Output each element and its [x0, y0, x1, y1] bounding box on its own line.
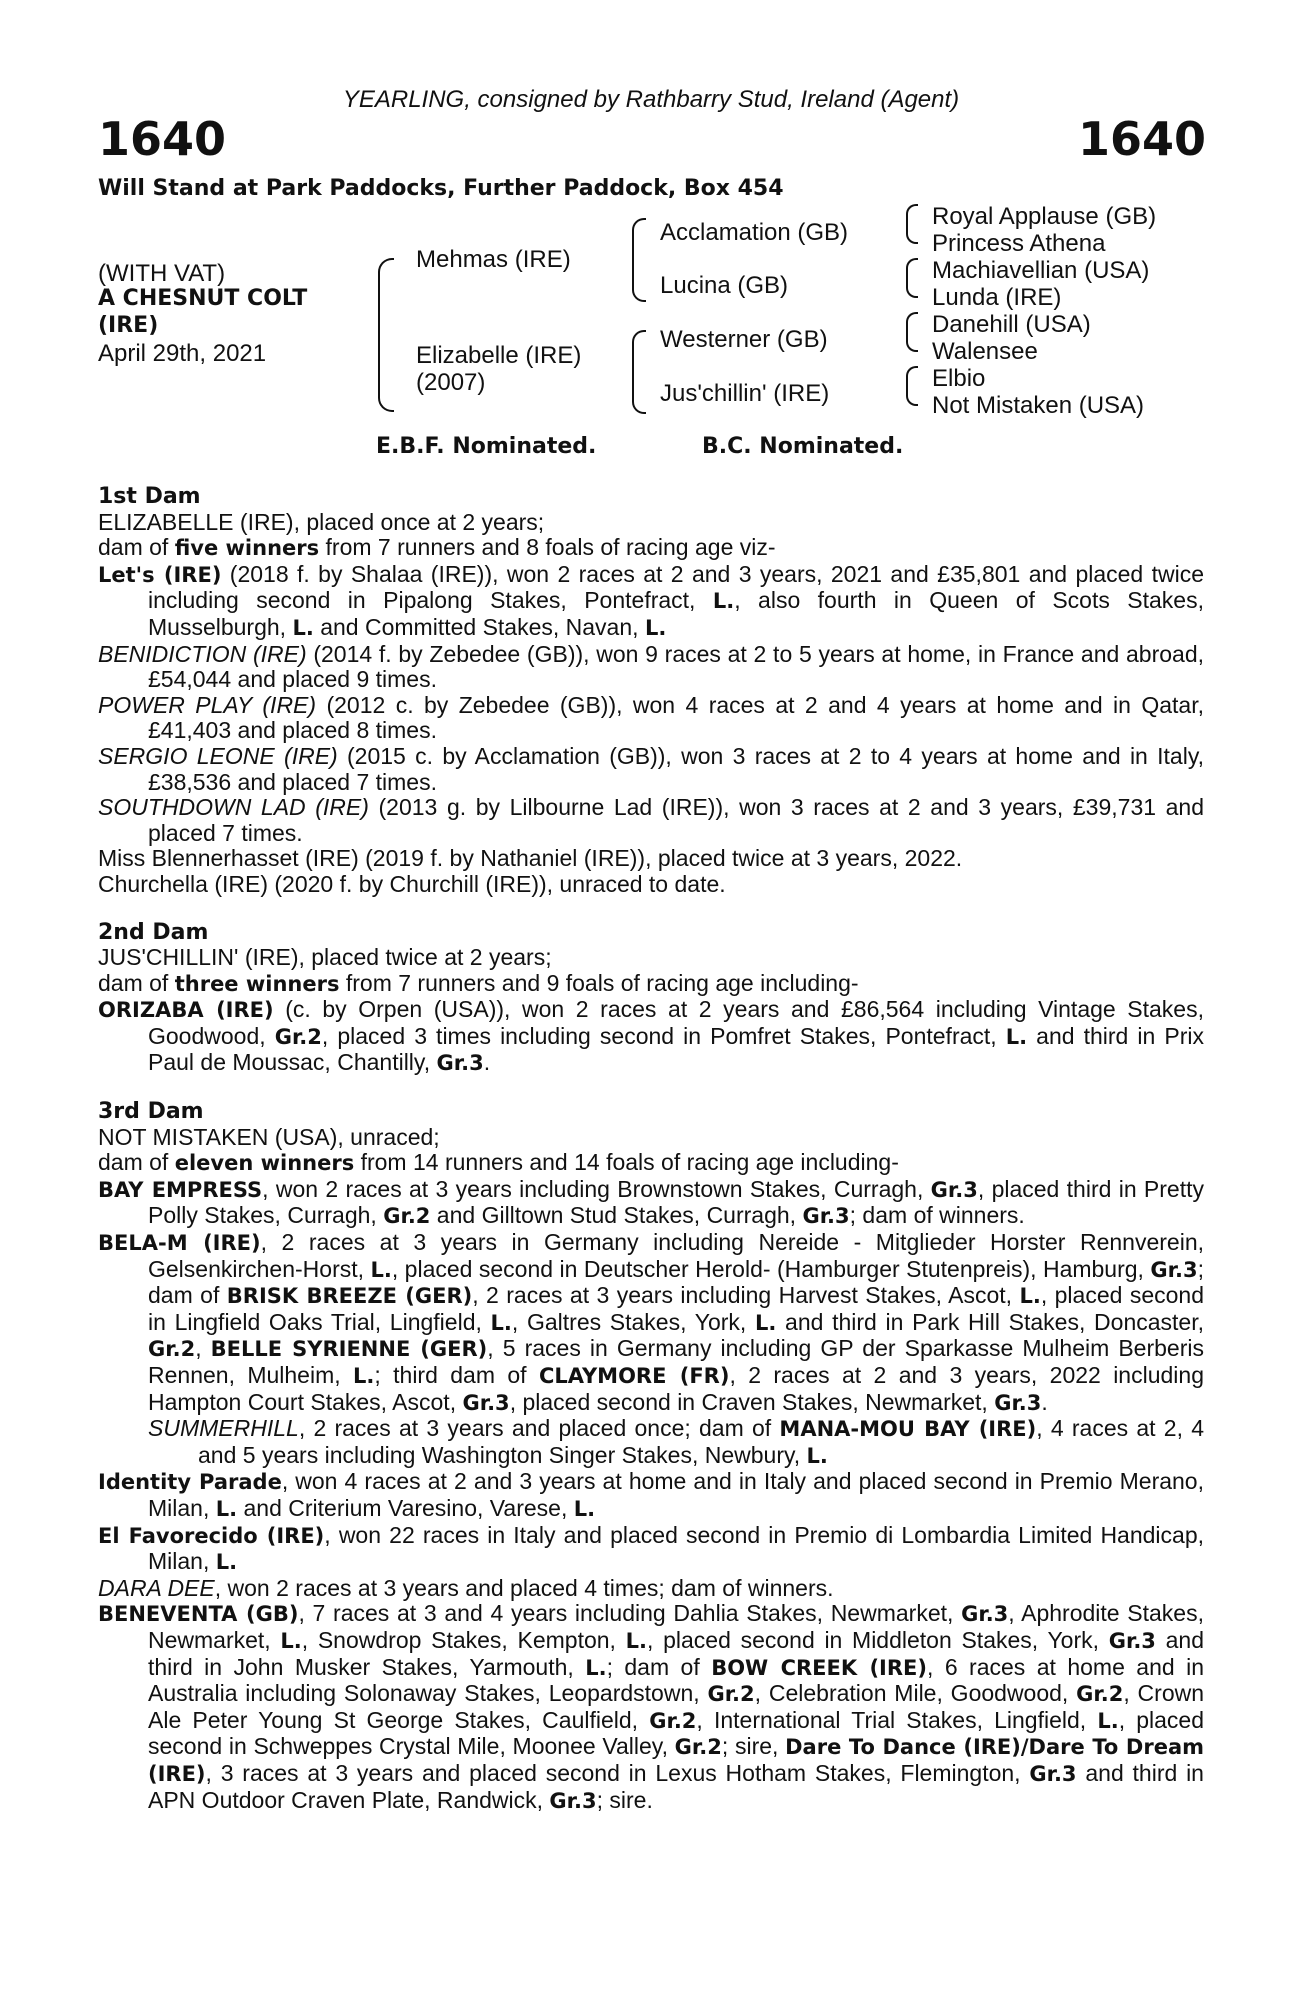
third-dam-heading: 3rd Dam — [98, 1099, 204, 1125]
produce-entry: SERGIO LEONE (IRE) (2015 c. by Acclamation (GB)), won 3 races at 2 to 4 years at home and in Italy, £38,536 and placed 7 times. — [98, 742, 1205, 795]
produce-entry: BENEVENTA (GB), 7 races at 3 and 4 years including Dahlia Stakes, Newmarket, Gr.3, Aphrodite Stakes, Newmarket, L., Snowdrop Stakes, Kempton, L., placed second in Middleton Stakes, York, Gr.3 and third in John Musker Stakes, Yarmouth, L.; dam of BOW CREEK (IRE), 6 races at home and in Australia including Solonaway Stakes, Leopardstown, Gr.2, Celebration Mile, Goodwood, Gr.2, Crown Ale Peter Young St George Stakes, Caulfield, Gr.2, International Trial Stakes, Lingfield, L., placed second in Schweppes Crystal Mile, Moonee Valley, Gr.2; sire, Dare To Dance (IRE)/Dare To Dream (IRE), 3 races at 3 years and placed second in Lexus Hotham Stakes, Flemington, Gr.3 and third in APN Outdoor Craven Plate, Randwick, Gr.3; sire. — [98, 1600, 1205, 1813]
dam-dam: Jus'chillin' (IRE) — [660, 380, 830, 407]
produce-entry: POWER PLAY (IRE) (2012 c. by Zebedee (GB)), won 4 races at 2 and 4 years at home and in Qatar, £41,403 and placed 8 times. — [98, 691, 1204, 744]
sire-dam: Lucina (GB) — [660, 272, 789, 299]
ancestor-8: Not Mistaken (USA) — [932, 392, 1145, 419]
horse-origin: (IRE) — [98, 313, 159, 338]
ancestor-1: Royal Applause (GB) — [932, 203, 1157, 230]
pedigree-brace-dam — [632, 330, 646, 414]
dam-sire: Westerner (GB) — [660, 326, 828, 353]
pedigree-brace-g4 — [906, 366, 918, 406]
first-dam-heading: 1st Dam — [98, 484, 201, 509]
third-dam-line: NOT MISTAKEN (USA), unraced; — [98, 1123, 440, 1150]
second-dam-heading: 2nd Dam — [98, 919, 209, 945]
stand-location: Will Stand at Park Paddocks, Further Paddock, Box 454 — [98, 176, 784, 201]
catalogue-body — [98, 484, 1204, 1814]
second-dam-line: JUS'CHILLIN' (IRE), placed twice at 2 years; — [98, 944, 552, 971]
bc-nomination: B.C. Nominated. — [702, 434, 904, 459]
produce-entry: Miss Blennerhasset (IRE) (2019 f. by Nathaniel (IRE)), placed twice at 3 years, 2022. — [98, 845, 963, 872]
third-dam-produce-summary: dam of eleven winners from 14 runners and 14 foals of racing age including- — [98, 1149, 899, 1176]
lot-number-right: 1640 — [1077, 112, 1206, 166]
sire-sire: Acclamation (GB) — [660, 219, 849, 246]
pedigree-brace-g3 — [906, 312, 918, 352]
produce-entry: SUMMERHILL, 2 races at 3 years and placed once; dam of MANA-MOU BAY (IRE), 4 races at 2, 4 and 5 years including Washington Singer Stakes, Newbury, L. — [148, 1415, 1204, 1468]
ancestor-5: Danehill (USA) — [932, 311, 1091, 338]
first-dam-line: ELIZABELLE (IRE), placed once at 2 years; — [98, 508, 545, 535]
ebf-nomination: E.B.F. Nominated. — [376, 434, 597, 459]
first-dam-produce-summary: dam of five winners from 7 runners and 8 foals of racing age viz- — [98, 534, 776, 561]
produce-entry: DARA DEE, won 2 races at 3 years and placed 4 times; dam of winners. — [98, 1574, 834, 1601]
produce-entry: Churchella (IRE) (2020 f. by Churchill (IRE)), unraced to date. — [98, 870, 726, 897]
dam-year: (2007) — [416, 369, 486, 396]
pedigree-brace-g2 — [906, 258, 918, 298]
second-dam-produce-summary: dam of three winners from 7 runners and 9 foals of racing age including- — [98, 969, 859, 996]
ancestor-7: Elbio — [932, 365, 986, 392]
pedigree-brace-g1 — [906, 204, 918, 244]
ancestor-4: Lunda (IRE) — [932, 284, 1062, 311]
vat-note: (WITH VAT) — [98, 260, 226, 287]
produce-entry: BAY EMPRESS, won 2 races at 3 years including Brownstown Stakes, Curragh, Gr.3, placed third in Pretty Polly Stakes, Curragh, Gr.2 and Gilltown Stud Stakes, Curragh, Gr.3; dam of winners. — [98, 1175, 1205, 1229]
produce-entry: Let's (IRE) (2018 f. by Shalaa (IRE)), won 2 races at 2 and 3 years, 2021 and £35,801 and placed twice including second in Pipalong Stakes, Pontefract, L., also fourth in Queen of Scots Stakes, Musselburgh, L. and Committed Stakes, Navan, L. — [98, 560, 1204, 640]
produce-entry: Identity Parade, won 4 races at 2 and 3 years at home and in Italy and placed second in Premio Merano, Milan, L. and Criterium Varesino, Varese, L. — [98, 1468, 1204, 1521]
horse-name: A CHESNUT COLT — [98, 286, 308, 311]
pedigree-brace-main — [378, 258, 394, 412]
ancestor-3: Machiavellian (USA) — [932, 257, 1150, 284]
produce-entry: BELA-M (IRE), 2 races at 3 years in Germany including Nereide - Mitglieder Horster Rennverein, Gelsenkirchen-Horst, L., placed second in Deutscher Herold- (Hamburger Stutenpreis), Hamburg, Gr.3; dam of BRISK BREEZE (GER), 2 races at 3 years including Harvest Stakes, Ascot, L., placed second in Lingfield Oaks Trial, Lingfield, L., Galtres Stakes, York, L. and third in Park Hill Stakes, Doncaster, Gr.2, BELLE SYRIENNE (GER), 5 races in Germany including GP der Sparkasse Mulheim Berberis Rennen, Mulheim, L.; third dam of CLAYMORE (FR), 2 races at 2 and 3 years, 2022 including Hampton Court Stakes, Ascot, Gr.3, placed second in Craven Stakes, Newmarket, Gr.3. — [98, 1229, 1205, 1415]
produce-entry: El Favorecido (IRE), won 22 races in Italy and placed second in Premio di Lombardia Limited Handicap, Milan, L. — [98, 1521, 1205, 1575]
dam: Elizabelle (IRE) — [416, 342, 582, 369]
lot-number-left: 1640 — [98, 112, 227, 166]
produce-entry: ORIZABA (IRE) (c. by Orpen (USA)), won 2 races at 2 years and £86,564 including Vintage Stakes, Goodwood, Gr.2, placed 3 times including second in Pomfret Stakes, Pontefract, L. and third in Prix Paul de Moussac, Chantilly, Gr.3. — [98, 996, 1204, 1076]
produce-entry: SOUTHDOWN LAD (IRE) (2013 g. by Lilbourne Lad (IRE)), won 3 races at 2 and 3 years, £39,731 and placed 7 times. — [98, 794, 1205, 846]
pedigree-brace-sire — [632, 218, 646, 302]
ancestor-2: Princess Athena — [932, 230, 1106, 257]
foaling-date: April 29th, 2021 — [98, 340, 267, 367]
sire: Mehmas (IRE) — [416, 246, 571, 273]
produce-entry: BENIDICTION (IRE) (2014 f. by Zebedee (GB)), won 9 races at 2 to 5 years at home, in France and abroad, £54,044 and placed 9 times. — [98, 640, 1205, 693]
ancestor-6: Walensee — [932, 338, 1038, 365]
consignor-subtitle: YEARLING, consigned by Rathbarry Stud, Ireland (Agent) — [342, 86, 960, 113]
